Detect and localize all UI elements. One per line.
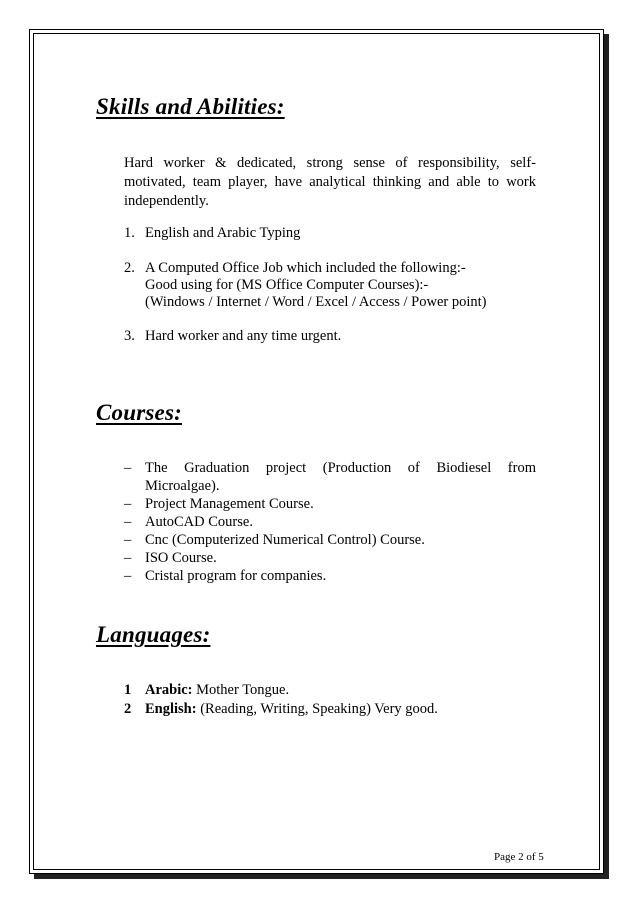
language-number: 1 (124, 682, 132, 698)
courses-list (124, 459, 536, 585)
languages-list (124, 681, 438, 719)
list-item (124, 700, 438, 719)
list-item (124, 495, 536, 513)
courses-heading: Courses: (96, 400, 182, 425)
dash-bullet: – (124, 496, 132, 512)
skills-item-text: English and Arabic Typing (145, 225, 301, 241)
dash-bullet: – (124, 550, 132, 566)
language-name: English: (145, 701, 197, 717)
language-level: (Reading, Writing, Speaking) Very good. (200, 701, 438, 717)
list-item (124, 459, 536, 495)
language-level: Mother Tongue. (196, 682, 290, 698)
skills-item-number: 2. (124, 260, 135, 276)
course-text: Project Management Course. (145, 496, 314, 512)
list-item (124, 549, 536, 567)
skills-heading: Skills and Abilities: (96, 94, 285, 119)
course-text: AutoCAD Course. (145, 514, 253, 530)
skills-item-number: 3. (124, 328, 135, 344)
course-text: Cristal program for companies. (145, 568, 327, 584)
dash-bullet: – (124, 532, 132, 548)
dash-bullet: – (124, 514, 132, 530)
languages-heading: Languages: (96, 622, 211, 647)
list-item (124, 567, 536, 585)
skills-item-text: Good using for (MS Office Computer Courses):- (145, 277, 429, 293)
course-text: ISO Course. (145, 550, 217, 566)
language-number: 2 (124, 701, 132, 717)
skills-item-text: (Windows / Internet / Word / Excel / Access / Power point) (145, 294, 487, 310)
page-number: Page 2 of 5 (494, 851, 544, 863)
course-text: Cnc (Computerized Numerical Control) Course. (145, 532, 425, 548)
list-item (124, 513, 536, 531)
language-name: Arabic: (145, 682, 193, 698)
skills-intro: Hard worker & dedicated, strong sense of responsibility, self-motivated, team player, have analytical thinking and able to work independently. (124, 155, 536, 209)
dash-bullet: – (124, 568, 132, 584)
course-text: The Graduation project (Production of Biodiesel from Microalgae). (145, 460, 536, 494)
skills-item-text: A Computed Office Job which included the following:- (145, 260, 466, 276)
list-item (124, 681, 438, 700)
skills-item-text: Hard worker and any time urgent. (145, 328, 342, 344)
skills-item-number: 1. (124, 225, 135, 241)
list-item (124, 531, 536, 549)
dash-bullet: – (124, 460, 132, 476)
